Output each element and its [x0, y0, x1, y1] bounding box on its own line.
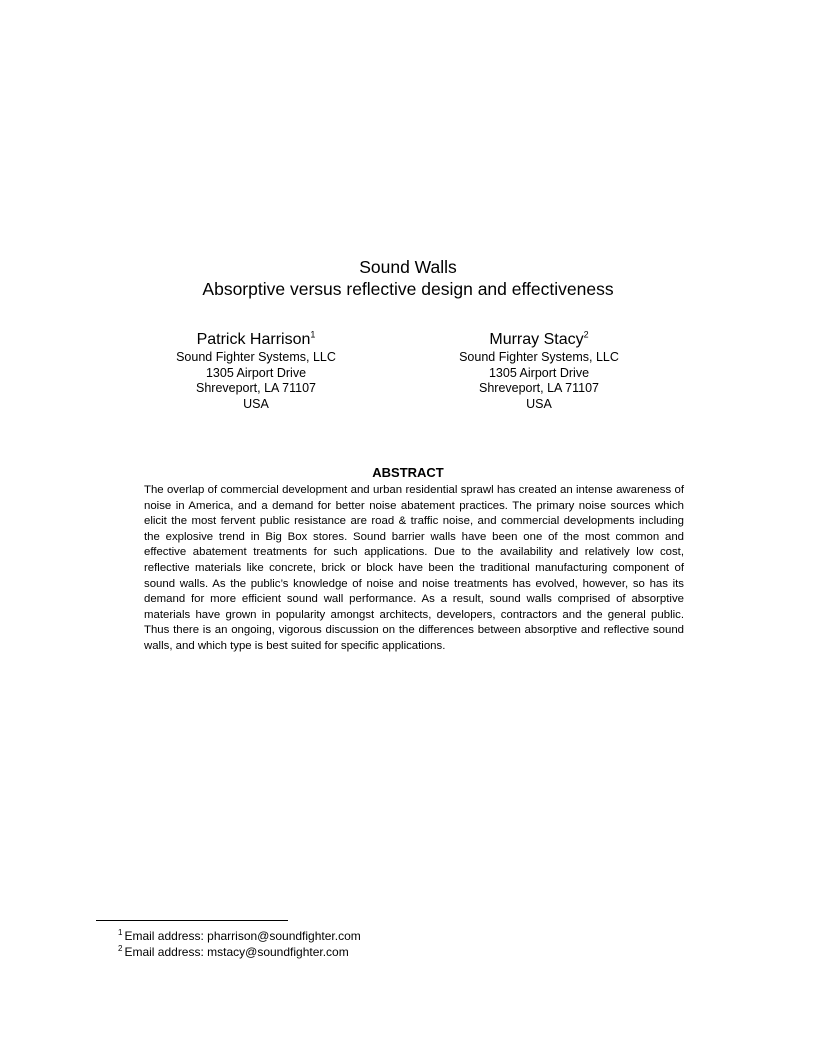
author-name: Patrick Harrison$^1$ [196, 329, 316, 348]
author-street: 1305 Airport Drive [488, 365, 590, 380]
title-subtitle: Absorptive versus reflective design and effectiveness [202, 279, 614, 299]
abstract-heading: ABSTRACT [372, 465, 444, 480]
title-main: Sound Walls [359, 257, 457, 277]
author-country: USA [243, 396, 269, 411]
author-city: Shreveport, LA 71107 [479, 381, 599, 395]
footnote-2 [118, 944, 361, 960]
author-block-1 [126, 329, 386, 412]
author-organization: Sound Fighter Systems, LLC [459, 350, 619, 364]
footnote-marker: 2 [118, 944, 123, 953]
footnote-divider [96, 920, 288, 921]
footnote-marker: 1 [118, 928, 123, 937]
footnote-text: Email address: pharrison@soundfighter.com [124, 929, 361, 943]
author-country: USA [526, 396, 552, 411]
author-name: Murray Stacy$^2$ [489, 329, 589, 348]
author-street: 1305 Airport Drive [205, 365, 307, 380]
footnotes [118, 928, 361, 960]
author-block-2 [409, 329, 669, 412]
author-organization: Sound Fighter Systems, LLC [176, 350, 336, 364]
footnote-text: Email address: mstacy@soundfighter.com [124, 945, 349, 959]
paper-title [0, 256, 816, 300]
footnote-1 [118, 928, 361, 944]
author-footnote-marker: 1 [310, 329, 316, 340]
author-footnote-marker: 2 [583, 329, 589, 340]
abstract-body: The overlap of commercial development and urban residential sprawl has created an intense awareness of noise in America, and a demand for better noise abatement practices. The primary noise sources which elicit the most fervent public resistance are road & traffic noise, and commercial developments including the explosive trend in Big Box stores. Sound barrier walls have been one of the most common and effective abatement treatments for such applications. Due to the availability and relatively low cost, reflective materials like concrete, brick or block have been the traditional manufacturing component of sound walls. As the public’s knowledge of noise and noise treatments has evolved, however, so has its demand for more efficient sound wall performance. As a result, sound walls comprised of absorptive materials have grown in popularity amongst architects, developers, contractors and the general public. Thus there is an ongoing, vigorous discussion on the differences between absorptive and reflective sound walls, and which type is best suited for specific applications. [144, 484, 684, 652]
author-city: Shreveport, LA 71107 [196, 381, 316, 395]
